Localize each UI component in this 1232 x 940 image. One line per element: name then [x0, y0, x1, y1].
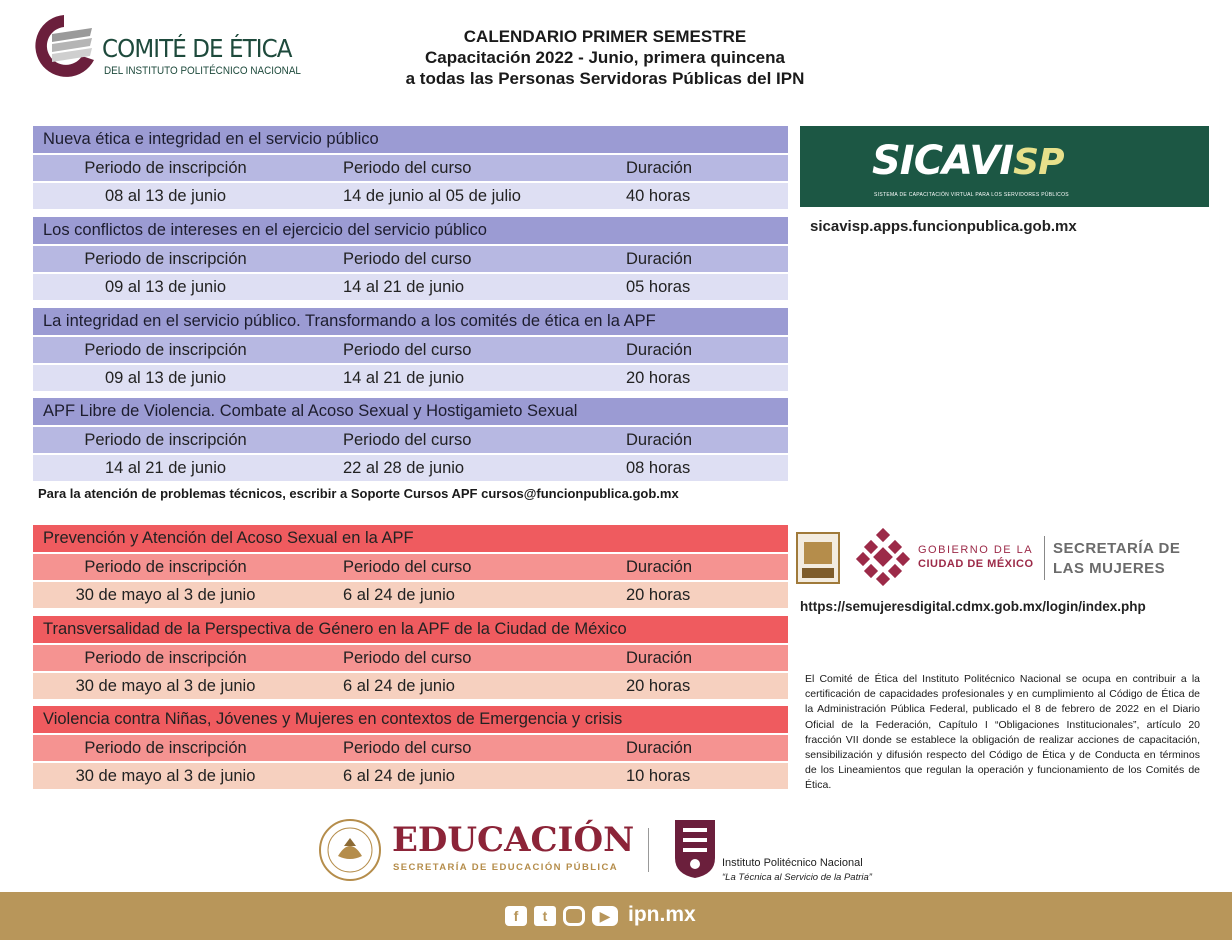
title-line-2: Capacitación 2022 - Junio, primera quincena: [425, 48, 785, 67]
sicavisp-brand-main: SICAVI: [872, 138, 1014, 184]
youtube-icon[interactable]: ▶: [592, 906, 618, 926]
header-curso: Periodo del curso: [343, 159, 472, 177]
value-duracion: 08 horas: [626, 459, 691, 477]
sep-subtitle: SECRETARÍA DE EDUCACIÓN PÚBLICA: [393, 862, 618, 873]
value-curso: 14 al 21 de junio: [343, 369, 465, 387]
value-curso: 22 al 28 de junio: [343, 459, 465, 477]
header-curso: Periodo del curso: [343, 250, 472, 268]
value-inscripcion: 14 al 21 de junio: [104, 459, 227, 477]
course-header-row: [33, 735, 788, 761]
header-curso: Periodo del curso: [343, 558, 472, 576]
header-inscripcion: Periodo de inscripción: [84, 250, 247, 268]
value-inscripcion: 30 de mayo al 3 de junio: [75, 677, 256, 695]
header-curso: Periodo del curso: [343, 739, 472, 757]
course-value-row: [33, 582, 788, 608]
course-header-row: [33, 427, 788, 453]
header-inscripcion: Periodo de inscripción: [84, 159, 247, 177]
sicavisp-link[interactable]: sicavisp.apps.funcionpublica.gob.mx: [810, 218, 1077, 235]
value-curso: 14 al 21 de junio: [343, 278, 465, 296]
header-duracion: Duración: [626, 558, 693, 576]
course-title: Violencia contra Niñas, Jóvenes y Mujeres en contextos de Emergencia y crisis: [33, 706, 788, 733]
semujeres-link[interactable]: https://semujeresdigital.cdmx.gob.mx/login/index.php: [800, 599, 1146, 614]
value-duracion: 20 horas: [626, 586, 691, 604]
course-block: [33, 126, 788, 209]
header-inscripcion: Periodo de inscripción: [84, 558, 247, 576]
course-value-row: [33, 274, 788, 300]
header-curso: Periodo del curso: [343, 649, 472, 667]
value-curso: 14 de junio al 05 de julio: [343, 187, 521, 205]
logo-divider: [648, 828, 649, 872]
course-value-row: [33, 673, 788, 699]
header-duracion: Duración: [626, 250, 693, 268]
support-note: Para la atención de problemas técnicos, escribir a Soporte Cursos APF cursos@funcionpublica.gob.mx: [38, 486, 679, 501]
secretaria-line-2: LAS MUJERES: [1053, 560, 1166, 577]
value-duracion: 05 horas: [626, 278, 691, 296]
header-inscripcion: Periodo de inscripción: [84, 649, 247, 667]
header-duracion: Duración: [626, 159, 693, 177]
comite-etica-logo: [30, 12, 300, 82]
course-title: APF Libre de Violencia. Combate al Acoso Sexual y Hostigamieto Sexual: [33, 398, 788, 425]
course-block: [33, 217, 788, 300]
course-title: Los conflictos de intereses en el ejercicio del servicio público: [33, 217, 788, 244]
social-icons: [505, 906, 618, 926]
value-inscripcion: 09 al 13 de junio: [104, 278, 227, 296]
value-duracion: 20 horas: [626, 677, 691, 695]
value-curso: 6 al 24 de junio: [343, 586, 455, 604]
title-line-1: CALENDARIO PRIMER SEMESTRE: [463, 27, 747, 46]
value-curso: 6 al 24 de junio: [343, 767, 455, 785]
ipn-motto: “La Técnica al Servicio de la Patria”: [722, 872, 872, 883]
educacion-logo: EDUCACIÓN: [392, 820, 635, 860]
course-block: [33, 706, 788, 789]
value-inscripcion: 09 al 13 de junio: [104, 369, 227, 387]
cdmx-logos: [796, 528, 1206, 588]
course-header-row: [33, 645, 788, 671]
sicavisp-tagline: SISTEMA DE CAPACITACIÓN VIRTUAL PARA LOS SERVIDORES PÚBLICOS: [874, 192, 1069, 198]
header-curso: Periodo del curso: [343, 431, 472, 449]
sicavisp-brand: [872, 138, 1063, 184]
logo-title: COMITÉ DE ÉTICA: [102, 34, 292, 63]
value-duracion: 40 horas: [626, 187, 691, 205]
course-value-row: [33, 763, 788, 789]
course-title: Nueva ética e integridad en el servicio público: [33, 126, 788, 153]
course-title: Transversalidad de la Perspectiva de Género en la APF de la Ciudad de México: [33, 616, 788, 643]
course-value-row: [33, 455, 788, 481]
instagram-icon[interactable]: [563, 906, 585, 926]
header-duracion: Duración: [626, 431, 693, 449]
header-duracion: Duración: [626, 739, 693, 757]
cdmx-mark-icon: [854, 528, 912, 586]
course-block: [33, 398, 788, 481]
sicavisp-brand-sp: SP: [1013, 142, 1064, 183]
header-curso: Periodo del curso: [343, 341, 472, 359]
ipn-shield-icon: [673, 818, 717, 880]
header-duracion: Duración: [626, 341, 693, 359]
ipn-name: Instituto Politécnico Nacional: [722, 857, 863, 869]
course-title: Prevención y Atención del Acoso Sexual en la APF: [33, 525, 788, 552]
value-curso: 6 al 24 de junio: [343, 677, 455, 695]
header-duracion: Duración: [626, 649, 693, 667]
header-inscripcion: Periodo de inscripción: [84, 341, 247, 359]
twitter-icon[interactable]: t: [534, 906, 556, 926]
course-block: [33, 616, 788, 699]
course-value-row: [33, 183, 788, 209]
course-header-row: [33, 155, 788, 181]
course-header-row: [33, 554, 788, 580]
course-block: [33, 308, 788, 391]
comite-etica-ring-icon: [30, 12, 98, 78]
course-header-row: [33, 246, 788, 272]
value-duracion: 20 horas: [626, 369, 691, 387]
value-inscripcion: 30 de mayo al 3 de junio: [75, 586, 256, 604]
course-header-row: [33, 337, 788, 363]
mexico-seal-icon: [318, 818, 382, 882]
course-block: [33, 525, 788, 608]
title-line-3: a todas las Personas Servidoras Públicas del IPN: [405, 69, 805, 88]
site-link[interactable]: ipn.mx: [628, 903, 696, 926]
facebook-icon[interactable]: f: [505, 906, 527, 926]
value-duracion: 10 horas: [626, 767, 691, 785]
header-inscripcion: Periodo de inscripción: [84, 431, 247, 449]
course-value-row: [33, 365, 788, 391]
secretaria-line-1: SECRETARÍA DE: [1053, 540, 1181, 557]
course-title: La integridad en el servicio público. Transformando a los comités de ética en la APF: [33, 308, 788, 335]
legal-paragraph: El Comité de Ética del Instituto Politécnico Nacional se ocupa en contribuir a la certificación de capacidades profesionales y en cumplimiento al Código de Ética de la Administración Pública Federal, publicado el 8 de febrero de 2022 en el Diario Oficial de la Federación, Capítulo I “Obligaciones Institucionales”, artículo 20 fracción VII donde se establece la obligación de realizar acciones de capacitación, sensibilización y difusión respecto del Código de Ética y de Conducta en términos de los Lineamientos que regulan la operación y funcionamiento de los Comités de Ética.: [805, 673, 1200, 792]
header-inscripcion: Periodo de inscripción: [84, 739, 247, 757]
value-inscripcion: 30 de mayo al 3 de junio: [75, 767, 256, 785]
gobierno-line-2: CIUDAD DE MÉXICO: [918, 558, 1034, 570]
value-inscripcion: 08 al 13 de junio: [104, 187, 227, 205]
footer-bar: [0, 892, 1232, 940]
cdmx-shield-icon: [796, 532, 840, 584]
gobierno-line-1: GOBIERNO DE LA: [918, 544, 1034, 556]
sicavisp-banner[interactable]: [800, 126, 1209, 207]
logo-subtitle: DEL INSTITUTO POLITÉCNICO NACIONAL: [104, 65, 301, 77]
logo-divider: [1044, 536, 1045, 580]
page-title: [340, 26, 870, 89]
